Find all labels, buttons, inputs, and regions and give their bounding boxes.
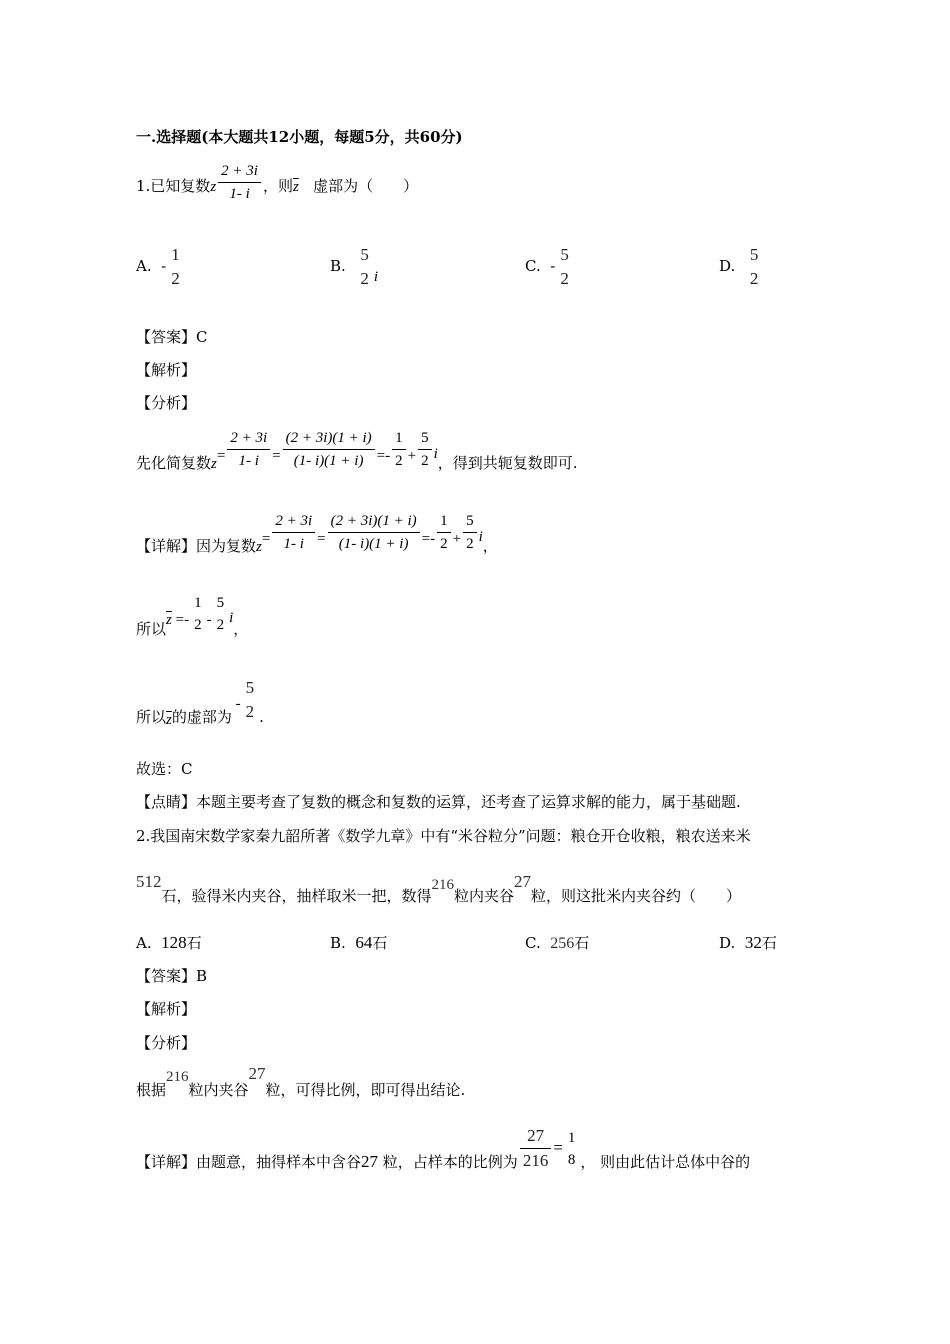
option-fraction bbox=[557, 243, 572, 291]
frac-den: 8 bbox=[567, 1151, 576, 1168]
q1-answer: 【答案】C bbox=[136, 328, 208, 346]
q2-answer: 【答案】B bbox=[136, 967, 208, 985]
frac-num: 1 bbox=[567, 1129, 576, 1146]
q1-fenxi: 【分析】 bbox=[136, 394, 197, 412]
q1-stem bbox=[136, 160, 418, 205]
frac-five-half: $\frac{5}{2}$ bbox=[418, 427, 432, 472]
frac-five-half: $\frac{5}{2}$ bbox=[463, 510, 477, 555]
frac-simple bbox=[272, 510, 315, 555]
option-tail: i bbox=[373, 269, 379, 285]
frac-num: 5 bbox=[560, 245, 569, 264]
frac-num: 2 + 3i bbox=[227, 427, 270, 450]
option-unit: 石 bbox=[574, 934, 590, 952]
q2-stem-line-1: 2.我国南宋数学家秦九韶所著《数学九章》中有“米谷粒分”问题：粮仓开仓收粮，粮农送来米 bbox=[136, 827, 751, 845]
detail-suffix: ， bbox=[482, 536, 498, 555]
option-value: 128 bbox=[161, 933, 187, 952]
frac-expanded bbox=[283, 427, 375, 472]
section-title: 一.选择题(本大题共12小题，每题5分，共60分) bbox=[136, 128, 463, 146]
option-label: A. bbox=[136, 257, 152, 275]
analysis-suffix: ，得到共轭复数即可. bbox=[437, 453, 578, 472]
so-suffix: . bbox=[259, 708, 264, 726]
q2-analysis bbox=[136, 1064, 466, 1099]
q1-option-c[interactable] bbox=[525, 243, 574, 291]
q1-option-a[interactable] bbox=[136, 243, 185, 291]
option-sign: - bbox=[550, 257, 556, 275]
option-label: D. bbox=[719, 257, 736, 275]
so-prefix: 所以 bbox=[136, 708, 167, 726]
frac-num: (2 + 3i)(1 + i) bbox=[328, 510, 420, 533]
option-label: B. bbox=[330, 934, 346, 952]
analysis-b: 粒内夹谷 bbox=[188, 1081, 249, 1099]
ratio-fraction bbox=[520, 1124, 552, 1173]
q1-detail: 【详解】因为复数z= $\frac{2 + 3i}{1- i}$ = $\frac{(2 + 3i)(1 + i)}{(1- i)(1 + i)}$ =- $\frac{1}{2}$ + $\frac{5}{2}$ i， bbox=[136, 510, 498, 555]
frac-expanded bbox=[328, 510, 420, 555]
frac-five-half: 5 2 bbox=[245, 678, 255, 721]
q2-option-d[interactable] bbox=[719, 932, 777, 953]
so-mid: 的虚部为 bbox=[171, 708, 232, 726]
number-27: 27 bbox=[361, 1151, 379, 1171]
stem-text-1: 石，验得米内夹谷，抽样取米一把，数得 bbox=[161, 887, 432, 905]
ratio-simplified bbox=[565, 1127, 579, 1171]
option-sign: - bbox=[161, 257, 167, 275]
q1-analysis: 先化简复数z= $\frac{2 + 3i}{1- i}$ = $\frac{(2 + 3i)(1 + i)}{(1- i)(1 + i)}$ =- $\frac{1}{2}$ + $\frac{5}{2}$ i，得到共轭复数即可. bbox=[136, 427, 578, 472]
analysis-c: 粒，可得比例，即可得出结论. bbox=[265, 1081, 466, 1099]
var-z: z bbox=[211, 455, 217, 472]
option-value: 64 bbox=[355, 933, 373, 952]
q2-option-a[interactable] bbox=[136, 932, 202, 953]
option-label: C. bbox=[525, 257, 541, 275]
var-zbar: $\overline{z}$ bbox=[166, 712, 172, 728]
q1-option-b[interactable] bbox=[330, 243, 378, 291]
option-fraction bbox=[747, 243, 762, 291]
q1-so-line-2: 所以$\overline{z}$的虚部为 - 5 2 . bbox=[136, 678, 264, 728]
var-z: z bbox=[256, 538, 262, 555]
detail-a: 【详解】由题意，抽得样本中含谷 bbox=[136, 1152, 362, 1171]
number-27: 27 bbox=[514, 872, 532, 891]
option-label: A. bbox=[136, 934, 152, 952]
frac-den: 2 bbox=[171, 269, 180, 288]
detail-prefix: 【详解】因为复数 bbox=[136, 536, 257, 555]
q1-option-d[interactable] bbox=[719, 243, 763, 291]
q2-detail bbox=[136, 1124, 750, 1173]
result-sign: =- bbox=[421, 530, 436, 547]
result-sign: =- bbox=[376, 447, 391, 464]
option-value: 32 bbox=[744, 933, 762, 952]
detail-b: 粒，占样本的比例为 bbox=[382, 1152, 518, 1171]
analysis-prefix: 先化简复数 bbox=[136, 453, 212, 472]
frac-num: (2 + 3i)(1 + i) bbox=[283, 427, 375, 450]
var-z: z bbox=[210, 179, 217, 195]
ratio-equals: = bbox=[553, 1137, 563, 1157]
frac-simple bbox=[227, 427, 270, 472]
number-216: 216 bbox=[431, 877, 455, 893]
frac-half: 1 2 bbox=[194, 595, 202, 633]
stem-text-3: 粒，则这批米内夹谷约（ ） bbox=[531, 887, 742, 905]
q1-suffix: 虚部为（ ） bbox=[313, 177, 419, 195]
option-unit: 石 bbox=[186, 934, 202, 952]
option-value: 256 bbox=[550, 935, 575, 952]
var-zbar: $\overline{z}$ bbox=[166, 612, 172, 628]
frac-den: 2 bbox=[360, 269, 369, 288]
q1-jiexi: 【解析】 bbox=[136, 361, 197, 379]
q1-so-line-1: 所以$\overline{z}$ =- 1 2 - 5 2 i， bbox=[136, 592, 248, 636]
frac-num: 1 bbox=[171, 245, 180, 264]
q2-stem-line-2 bbox=[136, 872, 742, 905]
option-label: C. bbox=[525, 934, 541, 952]
option-unit: 石 bbox=[761, 934, 777, 952]
number-27: 27 bbox=[248, 1064, 266, 1083]
q2-jiexi: 【解析】 bbox=[136, 1000, 197, 1018]
frac-den: (1- i)(1 + i) bbox=[338, 536, 409, 552]
q2-option-b[interactable] bbox=[330, 932, 387, 953]
number-512: 512 bbox=[136, 872, 162, 891]
q1-prefix: 1.已知复数 bbox=[136, 177, 211, 195]
q2-option-c[interactable] bbox=[525, 932, 589, 953]
q1-choose: 故选：C bbox=[136, 760, 193, 778]
option-label: D. bbox=[719, 934, 736, 952]
so-suffix: ， bbox=[233, 620, 249, 638]
frac-num: 2 + 3i bbox=[218, 160, 261, 183]
frac-den: 2 bbox=[560, 269, 569, 288]
frac-den: 1- i bbox=[283, 536, 304, 552]
option-unit: 石 bbox=[372, 934, 388, 952]
option-label: B. bbox=[330, 257, 346, 275]
frac-num: 5 bbox=[360, 245, 369, 264]
frac-half: $\frac{1}{2}$ bbox=[437, 510, 451, 555]
q2-fenxi: 【分析】 bbox=[136, 1034, 197, 1052]
option-fraction bbox=[168, 243, 183, 291]
number-216: 216 bbox=[166, 1069, 189, 1085]
frac-den: (1- i)(1 + i) bbox=[293, 453, 364, 469]
frac-num: 27 bbox=[520, 1124, 552, 1149]
frac-five-half: 5 2 bbox=[216, 595, 225, 633]
q1-fraction bbox=[218, 160, 261, 205]
frac-half: $\frac{1}{2}$ bbox=[392, 427, 406, 472]
option-fraction bbox=[357, 243, 372, 291]
frac-num: 2 + 3i bbox=[272, 510, 315, 533]
frac-den: 1- i bbox=[229, 186, 250, 202]
stem-text-2: 粒内夹谷 bbox=[454, 887, 515, 905]
frac-den: 2 bbox=[749, 269, 759, 288]
detail-c: ， 则由此估计总体中谷的 bbox=[580, 1152, 751, 1171]
frac-num: 5 bbox=[749, 245, 759, 264]
q1-comment: 【点睛】本题主要考查了复数的概念和复数的运算，还考查了运算求解的能力，属于基础题. bbox=[136, 793, 741, 811]
so-prefix: 所以 bbox=[136, 620, 167, 638]
q1-mid: ，则 bbox=[262, 177, 293, 195]
frac-den: 1- i bbox=[238, 453, 259, 469]
analysis-a: 根据 bbox=[136, 1081, 167, 1099]
frac-den: 216 bbox=[522, 1151, 549, 1170]
var-zbar: $\overline{z}$ bbox=[292, 179, 299, 195]
